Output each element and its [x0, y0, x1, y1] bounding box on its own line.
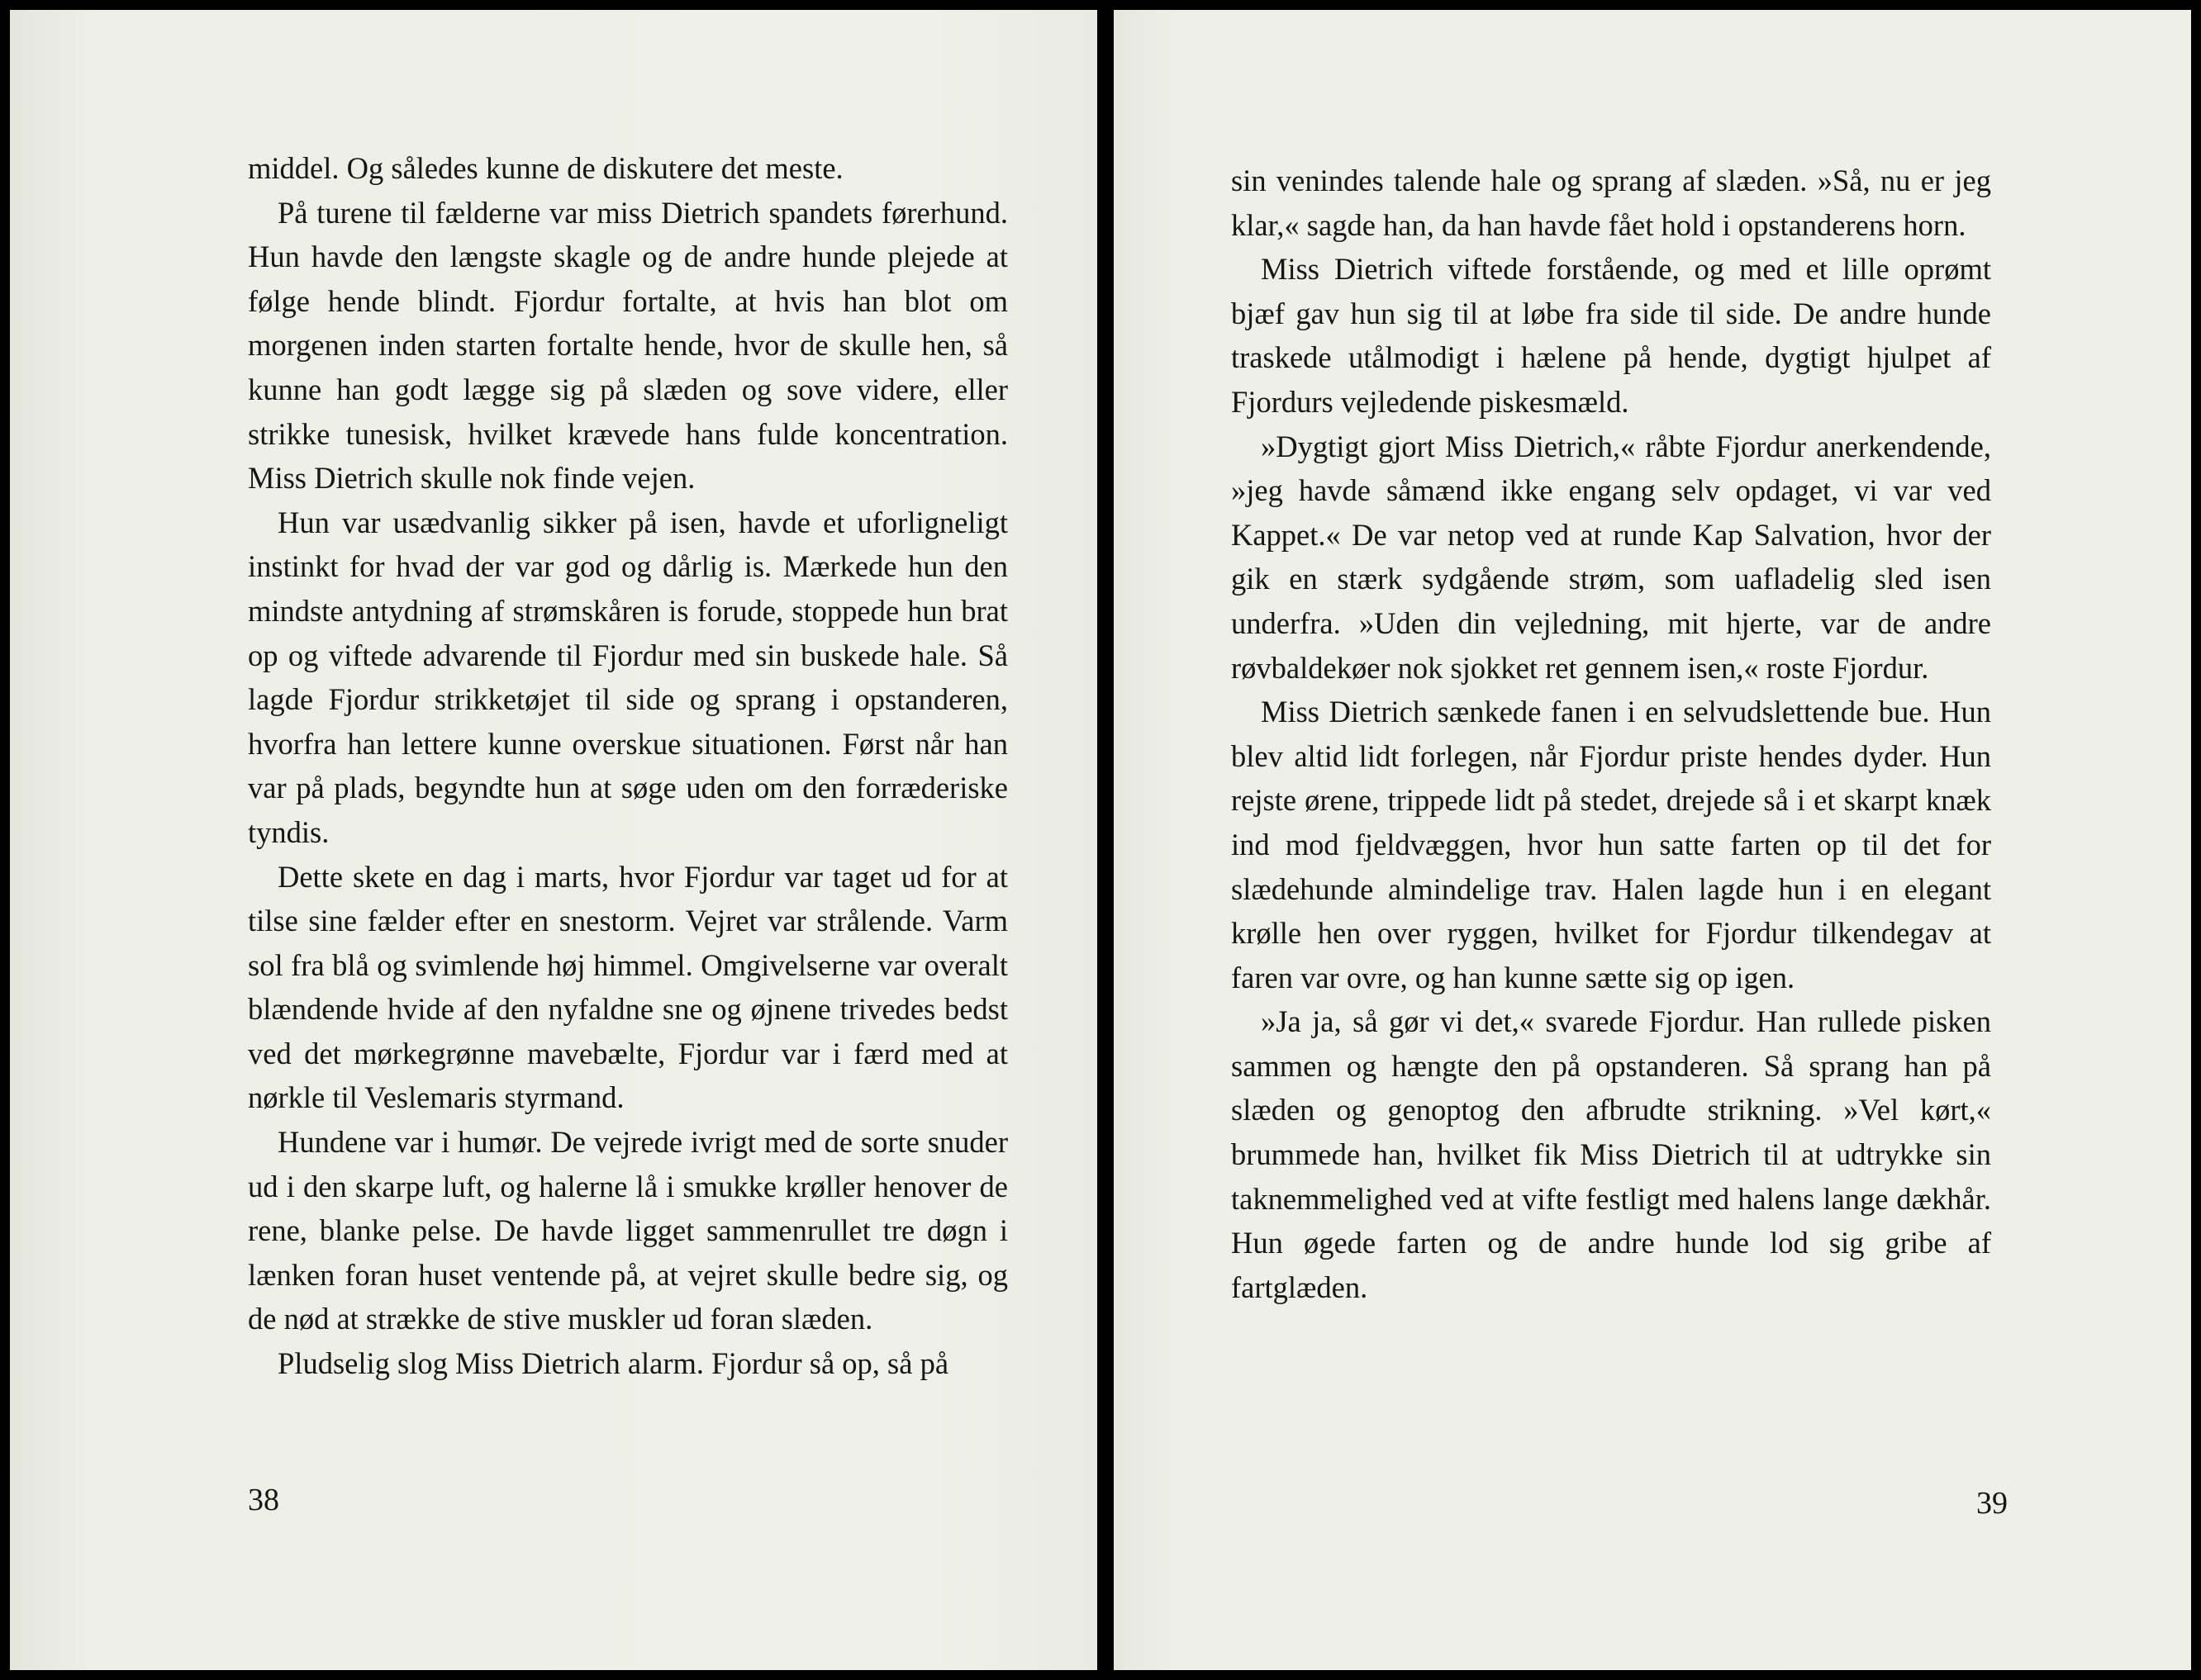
- left-page: [10, 10, 1097, 1670]
- right-page: [1114, 10, 2191, 1670]
- paragraph: middel. Og således kunne de diskutere det meste.: [248, 151, 844, 185]
- page-number: 39: [1976, 1486, 2008, 1521]
- paragraph: Pludselig slog Miss Dietrich alarm. Fjordur så op, så på: [278, 1346, 949, 1381]
- page-number: 38: [248, 1483, 279, 1517]
- paragraph: På turene til fælderne var miss Dietrich spandets førerhund. Hun havde den længste skagle og de andre hunde plejede at følge hende blindt. Fjordur fortalte, at hvis han blot om morgenen inden starten fortalte hende, hvor de skulle hen, så kunne han godt lægge sig på slæden og sove videre, eller strikke tunesisk, hvilket krævede hans fulde koncentration. Miss Dietrich skulle nok finde vejen.: [248, 195, 1008, 496]
- paragraph: Hun var usædvanlig sikker på isen, havde et uforligneligt instinkt for hvad der var god og dårlig is. Mærkede hun den mindste antydning af strømskåren is forude, stoppede hun brat op og viftede advarende til Fjordur med sin buskede hale. Så lagde Fjordur strikketøjet til side og sprang i opstanderen, hvorfra han lettere kunne overskue situationen. Først når han var på plads, begyndte hun at søge uden om den forræderiske tyndis.: [248, 505, 1008, 849]
- left-page-text: [248, 146, 1008, 1386]
- paragraph: Dette skete en dag i marts, hvor Fjordur var taget ud for at tilse sine fælder efter en snestorm. Vejret var strålende. Varm sol fra blå og svimlende høj himmel. Omgivelserne var overalt blændende hvide af den nyfaldne sne og øjnene trivedes bedst ved det mørkegrønne mavebælte, Fjordur var i færd med at nørkle til Veslemaris styrmand.: [248, 859, 1008, 1115]
- paragraph: »Dygtigt gjort Miss Dietrich,« råbte Fjordur anerkendende, »jeg havde såmænd ikke engang selv opdaget, vi var ved Kappet.« De var netop ved at runde Kap Salvation, hvor der gik en stærk sydgående strøm, som uafladelig sled isen underfra. »Uden din vejledning, mit hjerte, var de andre røvbaldekøer nok sjokket ret gennem isen,« roste Fjordur.: [1231, 429, 1991, 685]
- paragraph: sin venindes talende hale og sprang af slæden. »Så, nu er jeg klar,« sagde han, da han havde fået hold i opstanderens horn.: [1231, 164, 1991, 242]
- paragraph: »Ja ja, så gør vi det,« svarede Fjordur. Han rullede pisken sammen og hængte den på opstanderen. Så sprang han på slæden og genoptog den afbrudte strikning. »Vel kørt,« brummede han, hvilket fik Miss Dietrich til at udtrykke sin taknemmelighed ved at vifte festligt med halens lange dækhår. Hun øgede farten og de andre hunde lod sig gribe af fartglæden.: [1231, 1004, 1991, 1304]
- paragraph: Hundene var i humør. De vejrede ivrigt med de sorte snuder ud i den skarpe luft, og halerne lå i smukke krøller henover de rene, blanke pelse. De havde ligget sammenrullet tre døgn i lænken foran huset ventende på, at vejret skulle bedre sig, og de nød at strække de stive muskler ud foran slæden.: [248, 1125, 1008, 1336]
- paragraph: Miss Dietrich sænkede fanen i en selvudslettende bue. Hun blev altid lidt forlegen, når Fjordur priste hendes dyder. Hun rejste ørene, trippede lidt på stedet, drejede så i et skarpt knæk ind mod fjeldvæggen, hvor hun satte farten op til det for slædehunde almindelige trav. Halen lagde hun i en elegant krølle hen over ryggen, hvilket for Fjordur tilkendegav at faren var ovre, og han kunne sætte sig op igen.: [1231, 695, 1991, 994]
- paragraph: Miss Dietrich viftede forstående, og med et lille oprømt bjæf gav hun sig til at løbe fra side til side. De andre hunde traskede utålmodigt i hælene på hende, dygtigt hjulpet af Fjordurs vejledende piskesmæld.: [1231, 252, 1991, 419]
- right-page-text: [1231, 159, 1991, 1309]
